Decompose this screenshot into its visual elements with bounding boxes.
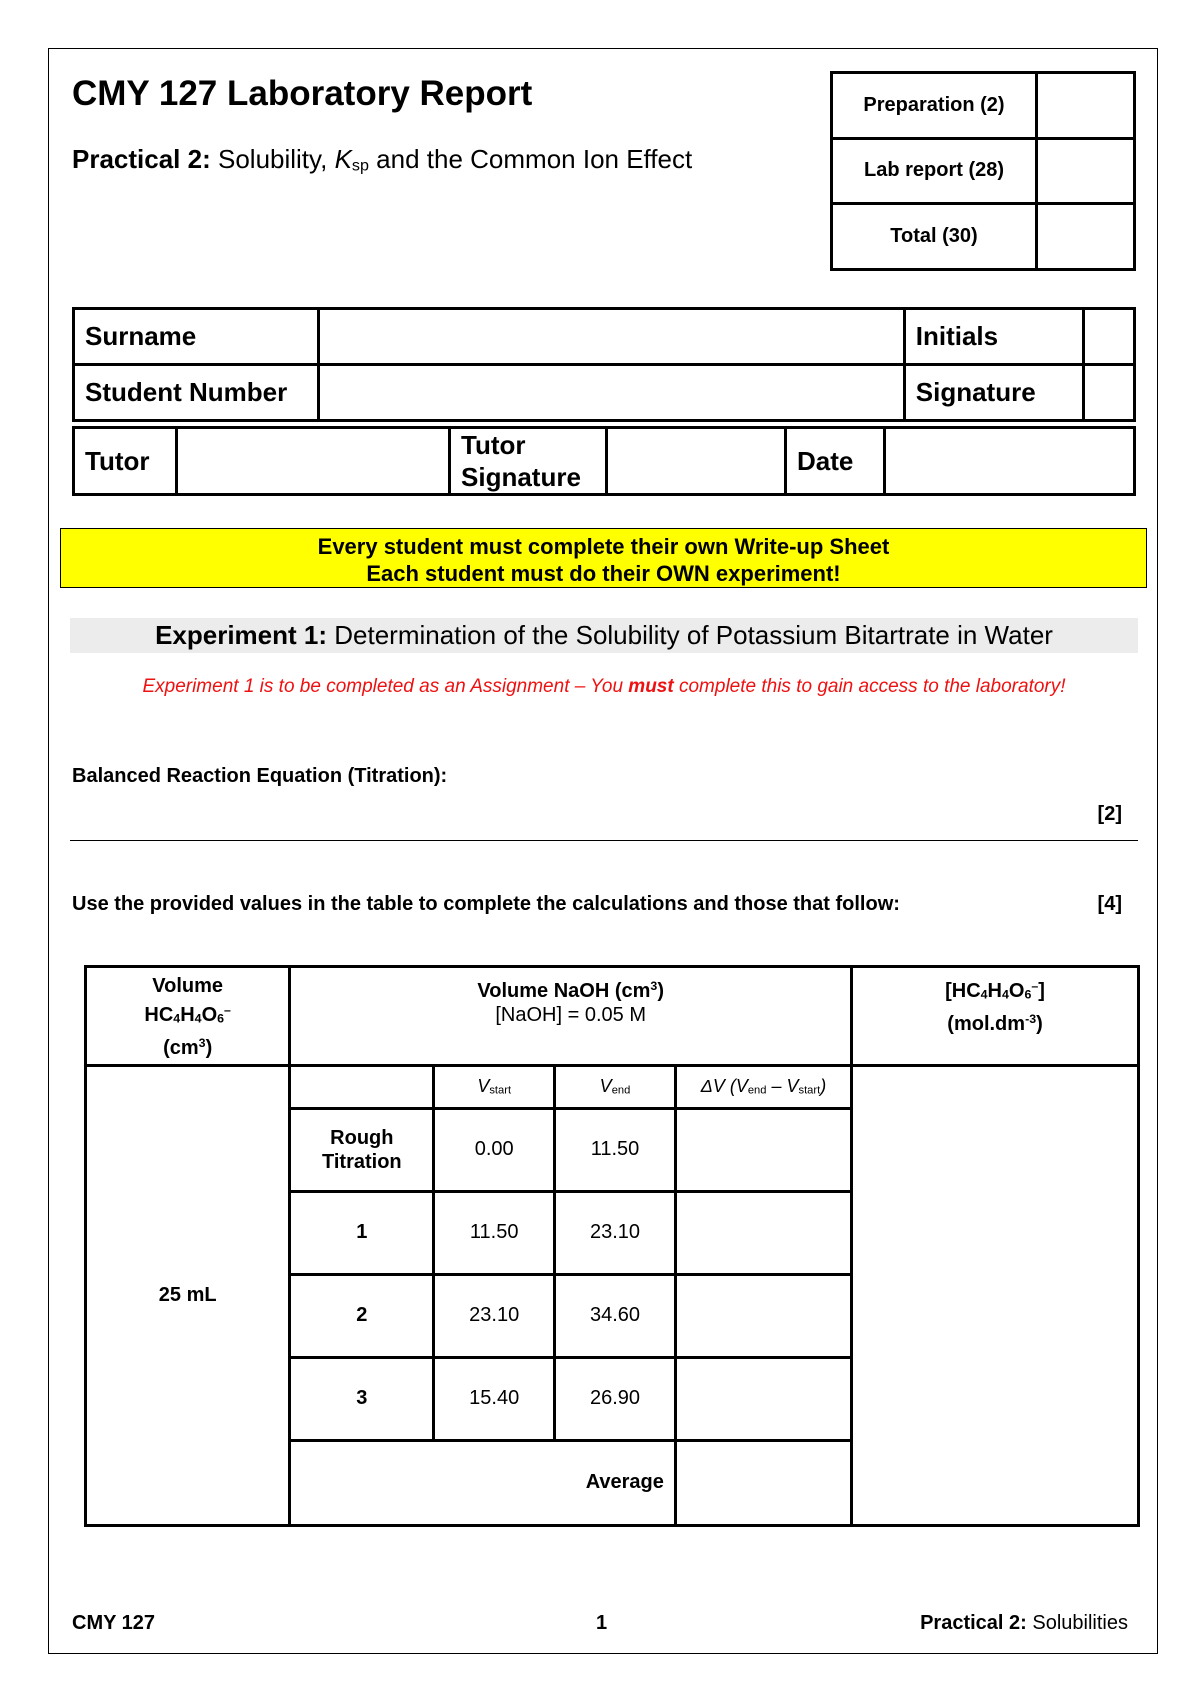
initials-label: Initials	[904, 309, 1083, 365]
row1-delta-field[interactable]	[675, 1191, 851, 1274]
tutor-signature-label: Tutor Signature	[450, 428, 607, 495]
vstart-header: Vstart	[434, 1066, 555, 1109]
date-label: Date	[786, 428, 885, 495]
titration-table	[84, 965, 1140, 1527]
experiment-title: Determination of the Solubility of Potassium Bitartrate in Water	[334, 620, 1053, 650]
row-label-2: 2	[290, 1274, 434, 1357]
rough-vend: 11.50	[555, 1108, 676, 1191]
tutor-label: Tutor	[74, 428, 177, 495]
row1-vend: 23.10	[555, 1191, 676, 1274]
equation-mark: [2]	[1097, 803, 1122, 825]
tutor-field[interactable]	[177, 428, 450, 495]
row-label-rough: Rough Titration	[290, 1108, 434, 1191]
concentration-header: [HC4H4O6–] $(mol.dm^{-3})$	[852, 967, 1139, 1066]
instruction-text: Use the provided values in the table to complete the calculations and those that follow:	[72, 893, 900, 915]
row3-vend: 26.90	[555, 1357, 676, 1440]
tutor-info-table	[72, 426, 1136, 496]
delta-v-header: ΔV (Vend – Vstart)	[675, 1066, 851, 1109]
signature-label: Signature	[904, 365, 1083, 421]
experiment-heading	[70, 618, 1138, 653]
row2-vstart: 23.10	[434, 1274, 555, 1357]
initials-field[interactable]	[1083, 309, 1134, 365]
signature-field[interactable]	[1083, 365, 1134, 421]
student-info-table	[72, 307, 1136, 422]
instruction-mark: [4]	[1097, 893, 1122, 915]
marks-value-lab-report[interactable]	[1037, 138, 1135, 204]
marks-table	[830, 71, 1136, 271]
row2-delta-field[interactable]	[675, 1274, 851, 1357]
banner-line-1: Every student must complete their own Write-up Sheet	[317, 534, 890, 559]
surname-field[interactable]	[319, 309, 905, 365]
footer-practical: Practical 2: Solubilities	[920, 1612, 1128, 1634]
equation-label: Balanced Reaction Equation (Titration):	[72, 765, 448, 787]
banner-line-2: Each student must do their OWN experiment!	[366, 561, 841, 586]
surname-label: Surname	[74, 309, 319, 365]
volume-naoh-header: Volume NaOH $(cm^3)$ [NaOH] = 0.05 M	[290, 967, 852, 1066]
footer-course: CMY 127	[72, 1612, 156, 1634]
student-number-field[interactable]	[319, 365, 905, 421]
row-label-1: 1	[290, 1191, 434, 1274]
row-label-header	[290, 1066, 434, 1109]
practical-label: Practical 2:	[72, 144, 211, 174]
page-title: CMY 127 Laboratory Report	[72, 74, 533, 113]
average-field[interactable]	[675, 1440, 851, 1525]
subtitle-text-before: Solubility,	[217, 144, 328, 174]
volume-value: 25 mL	[86, 1066, 290, 1526]
rough-delta-field[interactable]	[675, 1108, 851, 1191]
concentration-field[interactable]	[852, 1066, 1139, 1526]
subtitle-text-after: and the Common Ion Effect	[376, 144, 693, 174]
note-emphasis: must	[628, 676, 674, 697]
student-number-label: Student Number	[74, 365, 319, 421]
row2-vend: 34.60	[555, 1274, 676, 1357]
rough-vstart: 0.00	[434, 1108, 555, 1191]
marks-label-lab-report: Lab report (28)	[832, 138, 1037, 204]
marks-value-preparation[interactable]	[1037, 73, 1135, 139]
average-label: Average	[290, 1440, 676, 1525]
marks-value-total[interactable]	[1037, 204, 1135, 270]
volume-hc4h4o6-header: Volume HC4H4O6– $(cm^3)$	[86, 967, 290, 1066]
marks-label-total: Total (30)	[832, 204, 1037, 270]
ksp-symbol: K	[334, 144, 352, 174]
marks-label-preparation: Preparation (2)	[832, 73, 1037, 139]
assignment-note: Experiment 1 is to be completed as an Assignment – You must complete this to gain access to the laboratory!	[142, 676, 1066, 697]
row1-vstart: 11.50	[434, 1191, 555, 1274]
experiment-label: Experiment 1:	[155, 620, 328, 650]
vend-header: Vend	[555, 1066, 676, 1109]
warning-banner	[60, 528, 1147, 588]
row3-vstart: 15.40	[434, 1357, 555, 1440]
ksp-subscript: sp	[351, 156, 369, 175]
row3-delta-field[interactable]	[675, 1357, 851, 1440]
date-field[interactable]	[885, 428, 1135, 495]
tutor-signature-field[interactable]	[607, 428, 786, 495]
practical-subtitle	[72, 144, 692, 175]
row-label-3: 3	[290, 1357, 434, 1440]
footer-page-number: 1	[596, 1612, 608, 1634]
equation-answer-line[interactable]	[70, 840, 1138, 841]
